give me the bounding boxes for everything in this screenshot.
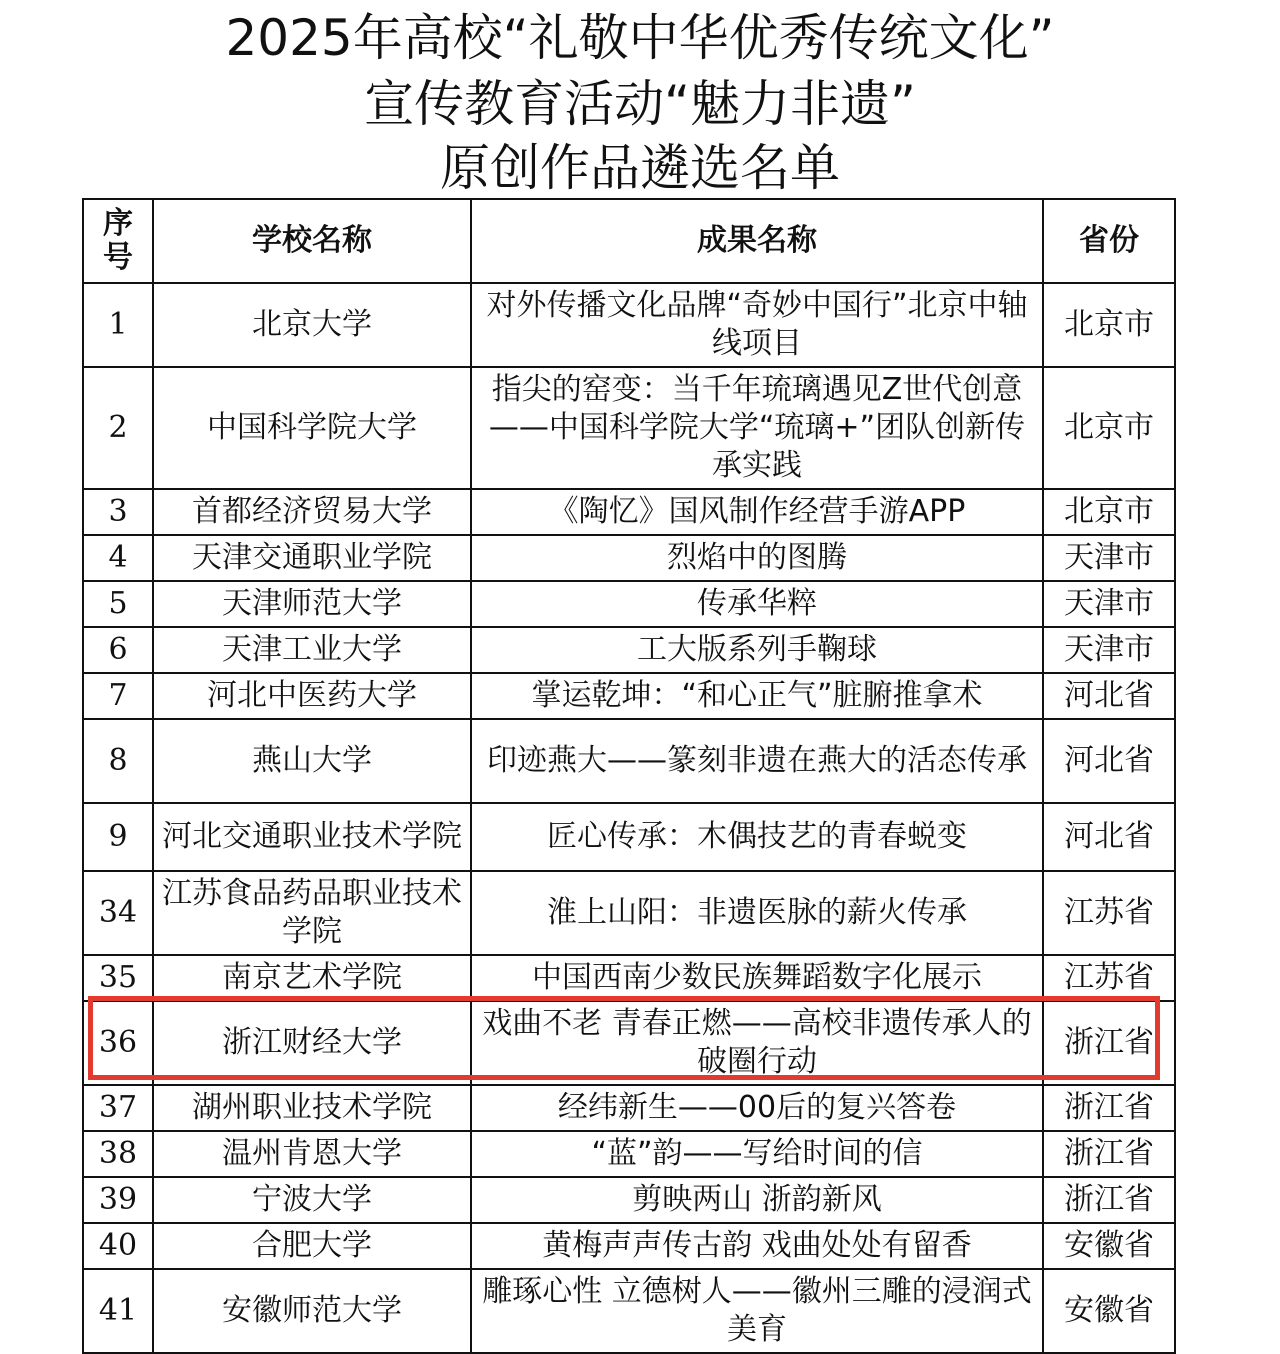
header-province: 省份 (1043, 199, 1175, 283)
page-title-line-1: 2025年高校“礼敬中华优秀传统文化” (225, 9, 1055, 67)
row-num: 3 (83, 489, 153, 535)
table-row (83, 627, 1175, 673)
table-row (83, 1269, 1175, 1353)
row-school: 合肥大学 (153, 1223, 471, 1269)
row-num: 40 (83, 1223, 153, 1269)
table-row (83, 535, 1175, 581)
row-school: 安徽师范大学 (153, 1269, 471, 1353)
row-province: 安徽省 (1043, 1269, 1175, 1353)
table-row (83, 719, 1175, 803)
page-title-line-2: 宣传教育活动“魅力非遗” (364, 75, 916, 133)
table-row (83, 803, 1175, 871)
row-work: 工大版系列手鞠球 (471, 627, 1043, 673)
results-table (82, 198, 1176, 1354)
row-work: 雕琢心性 立德树人——徽州三雕的浸润式美育 (471, 1269, 1043, 1353)
row-province: 安徽省 (1043, 1223, 1175, 1269)
header-work: 成果名称 (471, 199, 1043, 283)
row-province: 浙江省 (1043, 1085, 1175, 1131)
row-num: 41 (83, 1269, 153, 1353)
row-province: 北京市 (1043, 489, 1175, 535)
table-row (83, 955, 1175, 1001)
row-work: 经纬新生——00后的复兴答卷 (471, 1085, 1043, 1131)
row-school: 南京艺术学院 (153, 955, 471, 1001)
row-school: 燕山大学 (153, 719, 471, 803)
row-num: 37 (83, 1085, 153, 1131)
row-school: 宁波大学 (153, 1177, 471, 1223)
table-row-highlighted (83, 1001, 1175, 1085)
row-school: 天津工业大学 (153, 627, 471, 673)
row-school: 温州肯恩大学 (153, 1131, 471, 1177)
row-num: 1 (83, 283, 153, 367)
row-num: 9 (83, 803, 153, 871)
row-work: 中国西南少数民族舞蹈数字化展示 (471, 955, 1043, 1001)
table-row (83, 1085, 1175, 1131)
header-school: 学校名称 (153, 199, 471, 283)
row-school: 天津师范大学 (153, 581, 471, 627)
row-num: 4 (83, 535, 153, 581)
row-province: 浙江省 (1043, 1177, 1175, 1223)
row-num: 7 (83, 673, 153, 719)
table-row (83, 1131, 1175, 1177)
row-work: 匠心传承：木偶技艺的青春蜕变 (471, 803, 1043, 871)
header-num: 序号 (83, 199, 153, 283)
row-work: “蓝”韵——写给时间的信 (471, 1131, 1043, 1177)
row-work: 印迹燕大——篆刻非遗在燕大的活态传承 (471, 719, 1043, 803)
row-work: 烈焰中的图腾 (471, 535, 1043, 581)
row-school: 河北中医药大学 (153, 673, 471, 719)
row-school: 浙江财经大学 (153, 1001, 471, 1085)
row-province: 河北省 (1043, 719, 1175, 803)
row-province: 天津市 (1043, 535, 1175, 581)
table-row (83, 1177, 1175, 1223)
row-school: 湖州职业技术学院 (153, 1085, 471, 1131)
row-work: 黄梅声声传古韵 戏曲处处有留香 (471, 1223, 1043, 1269)
row-work: 掌运乾坤：“和心正气”脏腑推拿术 (471, 673, 1043, 719)
page-title-line-3: 原创作品遴选名单 (440, 139, 840, 197)
row-num: 39 (83, 1177, 153, 1223)
table-row (83, 489, 1175, 535)
row-num: 8 (83, 719, 153, 803)
table-row (83, 367, 1175, 489)
row-school: 首都经济贸易大学 (153, 489, 471, 535)
row-work: 指尖的窑变：当千年琉璃遇见Z世代创意——中国科学院大学“琉璃+”团队创新传承实践 (471, 367, 1043, 489)
row-work: 《陶忆》国风制作经营手游APP (471, 489, 1043, 535)
table-row (83, 871, 1175, 955)
row-province: 天津市 (1043, 581, 1175, 627)
row-province: 江苏省 (1043, 871, 1175, 955)
row-work: 淮上山阳：非遗医脉的薪火传承 (471, 871, 1043, 955)
row-province: 北京市 (1043, 367, 1175, 489)
row-num: 38 (83, 1131, 153, 1177)
row-work: 对外传播文化品牌“奇妙中国行”北京中轴线项目 (471, 283, 1043, 367)
row-num: 35 (83, 955, 153, 1001)
row-school: 北京大学 (153, 283, 471, 367)
table-header-row (83, 199, 1175, 283)
row-province: 北京市 (1043, 283, 1175, 367)
row-work: 传承华粹 (471, 581, 1043, 627)
row-school: 江苏食品药品职业技术学院 (153, 871, 471, 955)
row-num: 5 (83, 581, 153, 627)
row-province: 浙江省 (1043, 1001, 1175, 1085)
table-row (83, 283, 1175, 367)
row-num: 34 (83, 871, 153, 955)
row-school: 河北交通职业技术学院 (153, 803, 471, 871)
table-row (83, 581, 1175, 627)
row-province: 河北省 (1043, 803, 1175, 871)
row-province: 天津市 (1043, 627, 1175, 673)
row-work: 戏曲不老 青春正燃——高校非遗传承人的破圈行动 (471, 1001, 1043, 1085)
row-num: 36 (83, 1001, 153, 1085)
row-province: 浙江省 (1043, 1131, 1175, 1177)
table-row (83, 1223, 1175, 1269)
row-province: 河北省 (1043, 673, 1175, 719)
row-school: 天津交通职业学院 (153, 535, 471, 581)
row-work: 剪映两山 浙韵新风 (471, 1177, 1043, 1223)
row-num: 2 (83, 367, 153, 489)
row-school: 中国科学院大学 (153, 367, 471, 489)
table-row (83, 673, 1175, 719)
row-num: 6 (83, 627, 153, 673)
row-province: 江苏省 (1043, 955, 1175, 1001)
